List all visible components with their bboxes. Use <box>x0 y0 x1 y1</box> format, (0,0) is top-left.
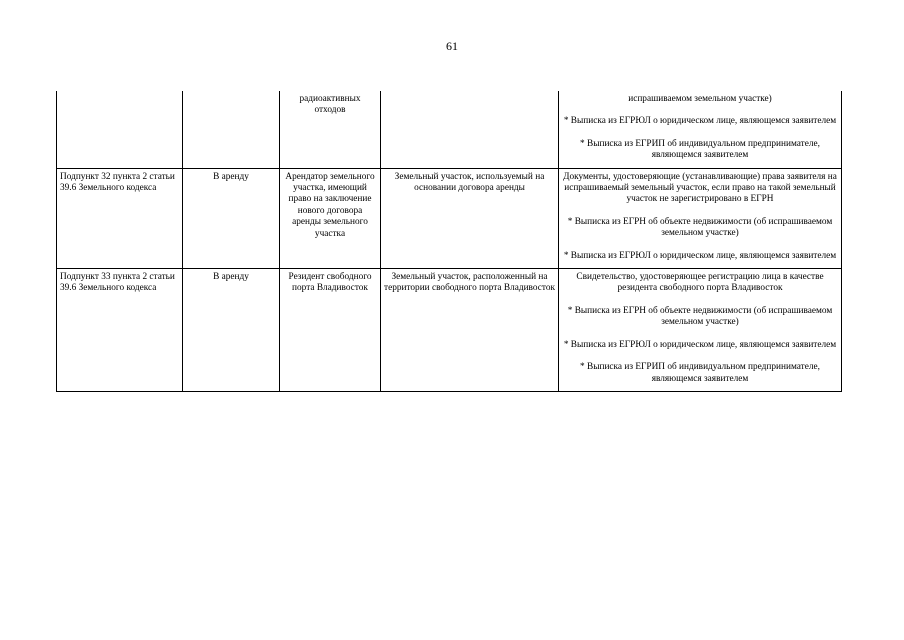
document-item: * Выписка из ЕГРЮЛ о юридическом лице, являющемся заявителем <box>563 339 837 350</box>
right-type-cell <box>183 91 280 168</box>
document-item: * Выписка из ЕГРЮЛ о юридическом лице, являющемся заявителем <box>563 116 837 127</box>
documents-cell <box>559 168 842 268</box>
right-type-cell: В аренду <box>183 269 280 392</box>
document-item: * Выписка из ЕГРН об объекте недвижимости (об испрашиваемом земельном участке) <box>567 216 833 239</box>
basis-cell: Подпункт 32 пункта 2 статьи 39.6 Земельного кодекса <box>57 168 183 268</box>
basis-cell <box>57 91 183 168</box>
right-type-cell: В аренду <box>183 168 280 268</box>
document-item: Документы, удостоверяющие (устанавливающие) права заявителя на испрашиваемый земельный участок, если право на такой земельный участок не зарегистрировано в ЕГРН <box>563 171 837 205</box>
documents-cell <box>559 91 842 168</box>
document-item: * Выписка из ЕГРН об объекте недвижимости (об испрашиваемом земельном участке) <box>567 305 833 328</box>
applicant-cell: Резидент свободного порта Владивосток <box>280 269 381 392</box>
table-row <box>57 269 842 392</box>
land-plot-cell: Земельный участок, расположенный на территории свободного порта Владивосток <box>381 269 559 392</box>
document-item: * Выписка из ЕГРИП об индивидуальном предпринимателе, являющемся заявителем <box>580 138 820 161</box>
table-row <box>57 91 842 168</box>
document-item: * Выписка из ЕГРИП об индивидуальном предпринимателе, являющемся заявителем <box>580 362 820 384</box>
document-item: Свидетельство, удостоверяющее регистрацию лица в качестве резидента свободного порта Владивосток <box>576 272 824 294</box>
basis-cell: Подпункт 33 пункта 2 статьи 39.6 Земельного кодекса <box>57 269 183 392</box>
applicant-cell: Арендатор земельного участка, имеющий право на заключение нового договора аренды земельного участка <box>280 168 381 268</box>
applicant-cell <box>280 91 381 168</box>
land-plot-cell <box>381 91 559 168</box>
services-table <box>56 91 842 392</box>
land-plot-cell: Земельный участок, используемый на основании договора аренды <box>381 168 559 268</box>
table-row <box>57 168 842 268</box>
document-item: испрашиваемом земельном участке) <box>628 94 772 104</box>
document-item: * Выписка из ЕГРЮЛ о юридическом лице, являющемся заявителем <box>563 250 837 261</box>
documents-cell <box>559 269 842 392</box>
applicant-line: радиоактивных отходов <box>299 94 361 116</box>
page-number: 61 <box>446 39 458 53</box>
